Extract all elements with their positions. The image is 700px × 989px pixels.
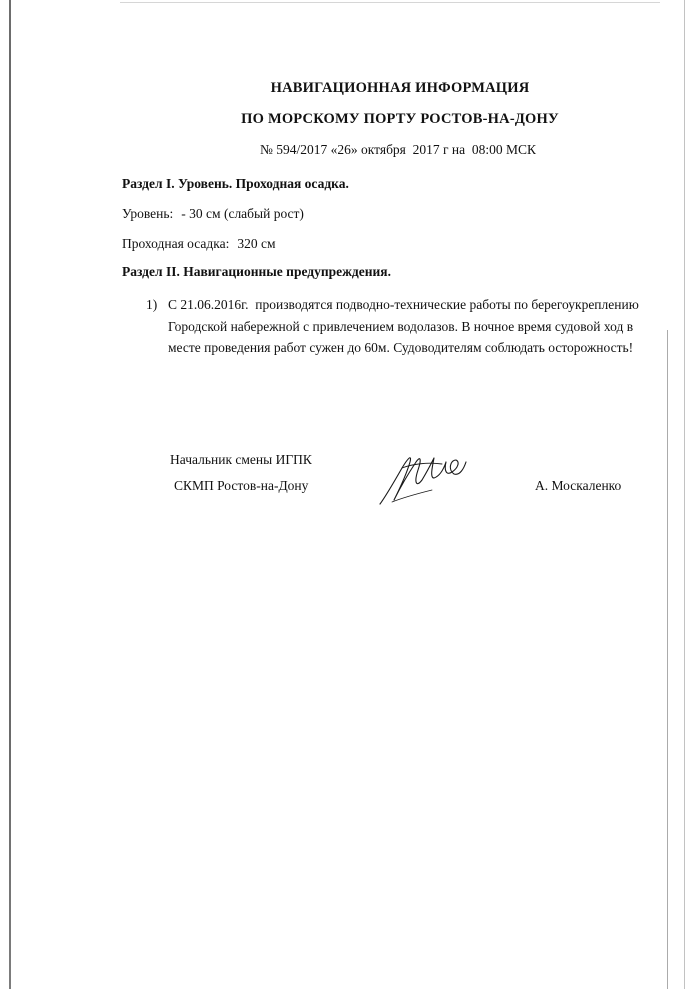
section-2-heading: Раздел II. Навигационные предупреждения. [122,264,391,279]
signatory-role-line-1: Начальник смены ИГПК [170,452,312,467]
handwritten-signature [372,448,468,508]
warning-item-text: С 21.06.2016г. производятся подводно-технические работы по берегоукреплению Городской набережной с привлечением водолазов. В ночное время судовой ход в месте проведения работ сужен до 60м. Судоводителям соблюдать осторожность! [168,297,643,355]
warning-item-number: 1) [146,297,158,312]
signatory-role-line-2: СКМП Ростов-на-Дону [174,478,309,493]
level-field [122,206,304,222]
section-1-heading: Раздел I. Уровень. Проходная осадка. [122,176,349,191]
scan-edge-left [9,0,11,989]
draft-value: 320 см [237,236,276,251]
scan-edge-right-inner [667,330,668,989]
document-title-line-2: ПО МОРСКОМУ ПОРТУ РОСТОВ-НА-ДОНУ [241,111,559,127]
draft-label: Проходная осадка: [122,236,230,251]
scan-edge-top [120,2,660,3]
draft-field [122,236,276,252]
signatory-name: А. Москаленко [535,478,622,493]
scan-edge-right-outer [684,0,685,989]
level-value: - 30 см (слабый рост) [181,206,304,221]
document-number-date: № 594/2017 «26» октября 2017 г на 08:00 МСК [260,142,537,157]
level-label: Уровень: [122,206,174,221]
document-title-line-1: НАВИГАЦИОННАЯ ИНФОРМАЦИЯ [270,80,530,96]
